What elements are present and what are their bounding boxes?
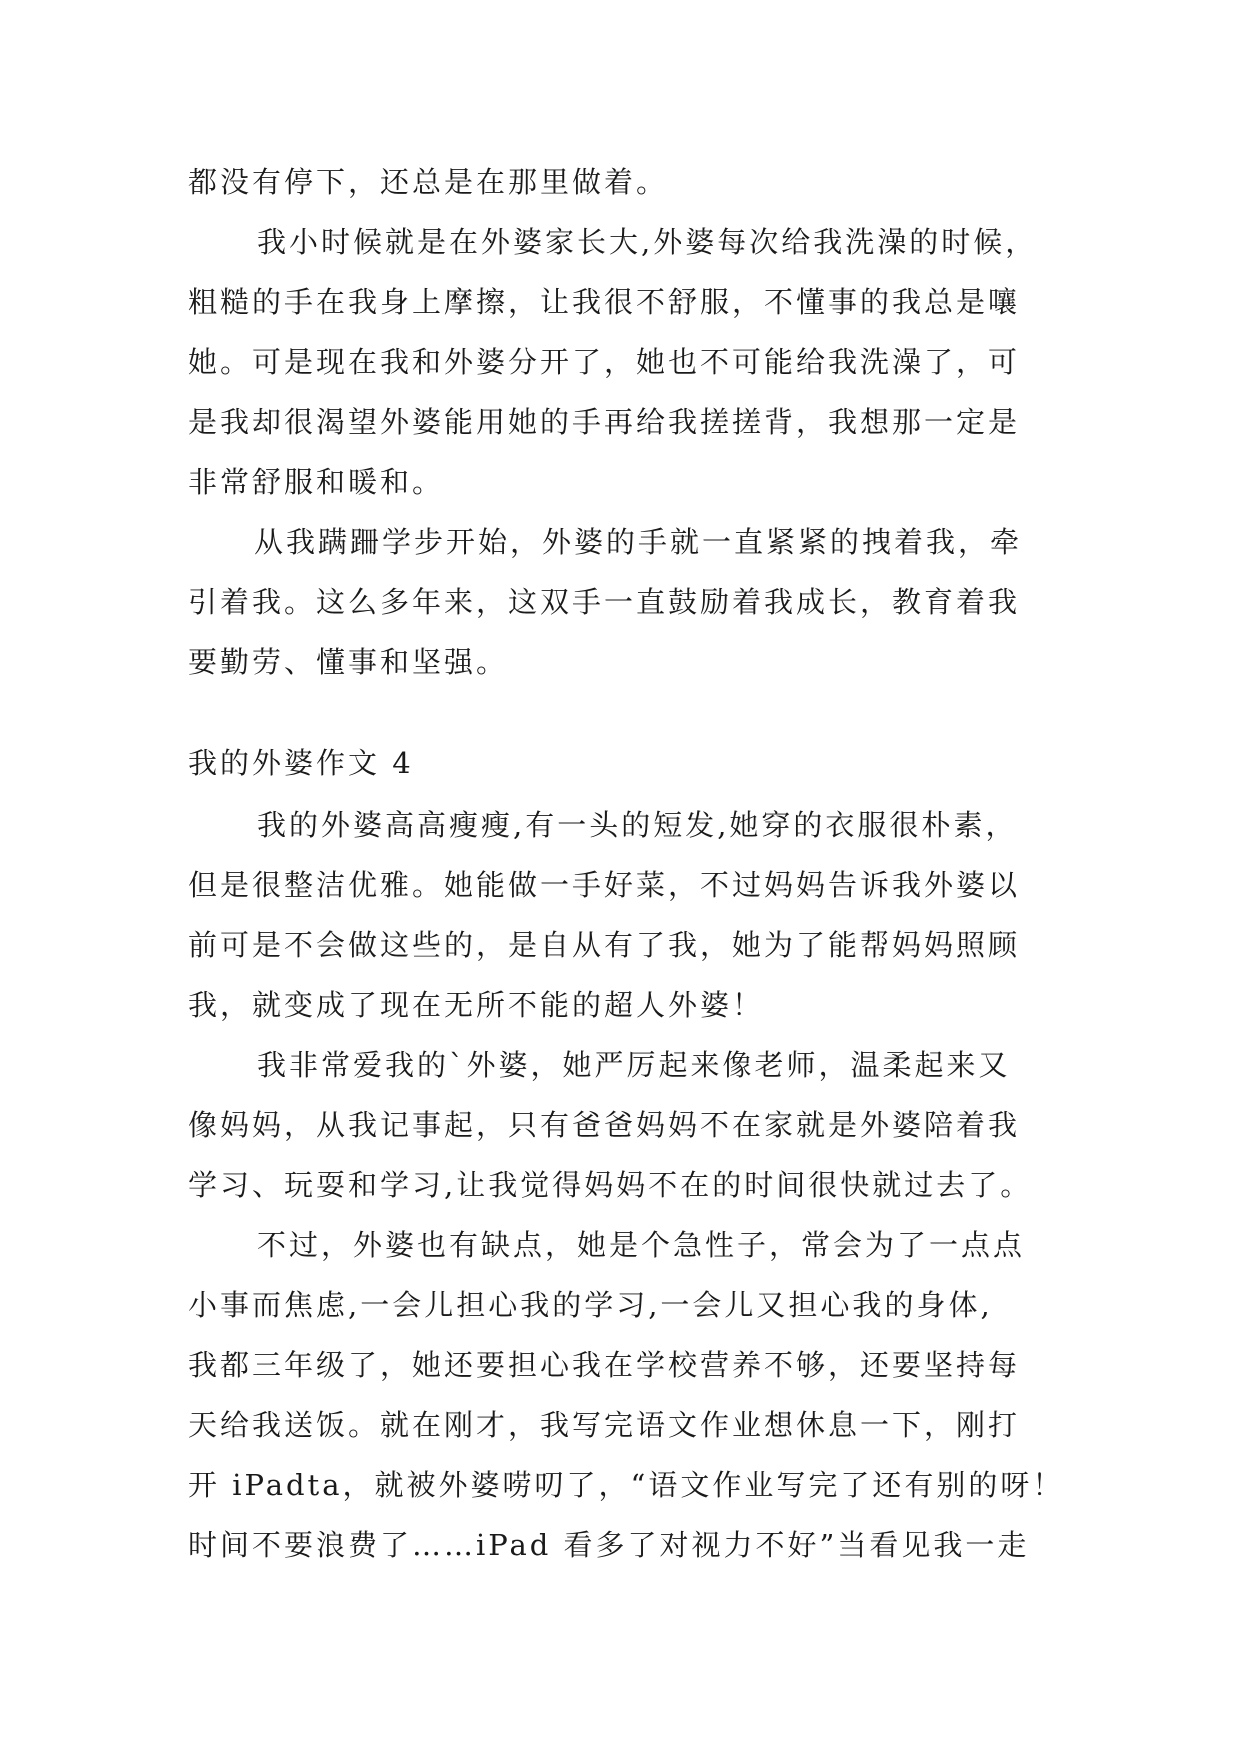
text-line: 要勤劳、懂事和坚强。: [188, 645, 509, 679]
text-line: 她。可是现在我和外婆分开了，她也不可能给我洗澡了，可: [188, 345, 1021, 379]
text-line: 我都三年级了，她还要担心我在学校营养不够，还要坚持每: [188, 1348, 1021, 1382]
text-line: 开 iPadta，就被外婆唠叨了，“语文作业写完了还有别的呀！: [188, 1468, 1065, 1502]
text-line: 我小时候就是在外婆家长大,外婆每次给我洗澡的时候，: [257, 225, 1038, 259]
text-line: 我的外婆高高瘦瘦,有一头的短发,她穿的衣服很朴素，: [257, 808, 1018, 842]
text-line: 从我蹒跚学步开始，外婆的手就一直紧紧的拽着我，牵: [254, 525, 1023, 559]
text-line: 小事而焦虑,一会儿担心我的学习,一会儿又担心我的身体,: [188, 1288, 993, 1322]
text-line: 我，就变成了现在无所不能的超人外婆！: [188, 988, 765, 1022]
text-line: 像妈妈，从我记事起，只有爸爸妈妈不在家就是外婆陪着我: [188, 1108, 1021, 1142]
text-line: 非常舒服和暖和。: [188, 465, 445, 499]
text-line: 是我却很渴望外婆能用她的手再给我搓搓背，我想那一定是: [188, 405, 1021, 439]
text-line: 前可是不会做这些的，是自从有了我，她为了能帮妈妈照顾: [188, 928, 1021, 962]
text-line: 不过，外婆也有缺点，她是个急性子，常会为了一点点: [257, 1228, 1026, 1262]
text-line: 时间不要浪费了……iPad 看多了对视力不好”当看见我一走: [188, 1528, 1030, 1562]
section-heading: 我的外婆作文 4: [188, 746, 414, 780]
text-line: 粗糙的手在我身上摩擦，让我很不舒服，不懂事的我总是嚷: [188, 285, 1021, 319]
text-line: 引着我。这么多年来，这双手一直鼓励着我成长，教育着我: [188, 585, 1021, 619]
text-line: 天给我送饭。就在刚才，我写完语文作业想休息一下，刚打: [188, 1408, 1021, 1442]
text-line: 都没有停下，还总是在那里做着。: [188, 165, 669, 199]
text-line: 但是很整洁优雅。她能做一手好菜，不过妈妈告诉我外婆以: [188, 868, 1021, 902]
text-line: 学习、玩耍和学习,让我觉得妈妈不在的时间很快就过去了。: [188, 1168, 1033, 1202]
text-line: 我非常爱我的`外婆，她严厉起来像老师，温柔起来又: [257, 1048, 1011, 1082]
